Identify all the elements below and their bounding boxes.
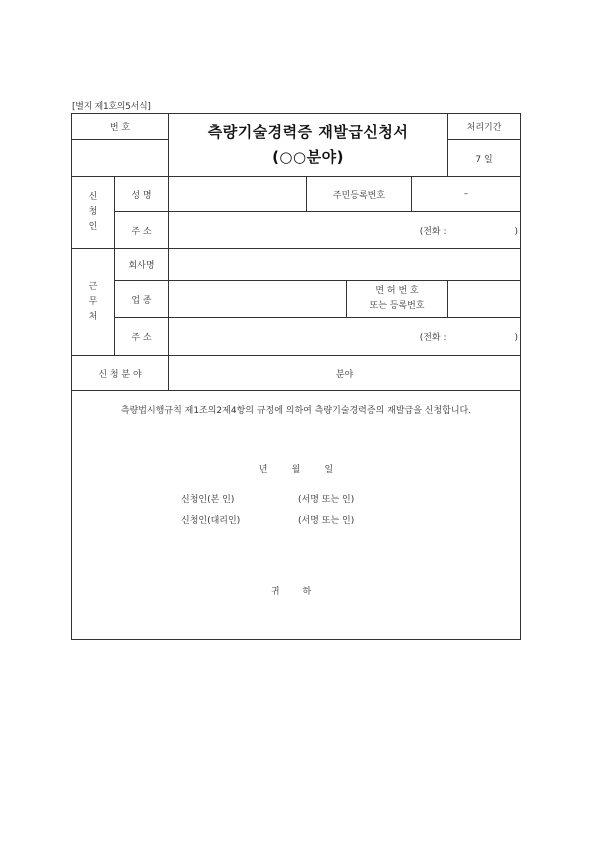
statement-section (72, 391, 521, 640)
day-label: 일 (324, 465, 334, 475)
resident-number-separator: – (463, 189, 469, 199)
resident-number-label: 주민등록번호 (307, 177, 412, 212)
applicant-address-label: 주 소 (115, 212, 169, 249)
processing-period-value: 7 일 (448, 140, 521, 177)
applicant-address-field[interactable] (169, 212, 521, 249)
workplace-phone-close: ) (514, 333, 519, 343)
license-number-label: 면 허 번 호 또는 등록번호 (347, 281, 448, 318)
recipient-line: 귀 하 (270, 587, 322, 597)
title-line-1: 측량기술경력증 재발급신청서 (207, 123, 409, 141)
license-number-field[interactable] (448, 281, 521, 318)
month-label: 월 (291, 465, 301, 475)
number-field[interactable] (72, 140, 169, 177)
business-type-label: 업 종 (115, 281, 169, 318)
workplace-address-field[interactable] (169, 318, 521, 356)
signature-row-self[interactable] (181, 490, 411, 511)
applicant-self-label: 신청인(본 인) (181, 495, 235, 505)
resident-number-field[interactable] (412, 177, 521, 212)
company-name-field[interactable] (169, 249, 521, 281)
applicant-phone-close: ) (514, 226, 519, 237)
applicant-name-field[interactable] (169, 177, 307, 212)
workplace-phone-open: (전화 : (419, 333, 447, 343)
applicant-section-label: 신 청 인 (72, 177, 115, 249)
statement-text: 측량법시행규칙 제1조의2제4항의 규정에 의하여 측량기술경력증의 재발급을 신청합니다. (120, 406, 472, 416)
workplace-address-label: 주 소 (115, 318, 169, 356)
signature-mark-agent: (서명 또는 인) (298, 516, 355, 526)
application-form (71, 113, 521, 640)
company-name-label: 회사명 (115, 249, 169, 281)
business-type-field[interactable] (169, 281, 347, 318)
applicant-agent-label: 신청인(대리인) (181, 516, 241, 526)
signature-block (181, 490, 411, 532)
title-line-2: (○○분야) (272, 148, 344, 166)
form-number-tag: [별지 제1호의5서식] (72, 102, 151, 112)
number-label: 번 호 (72, 114, 169, 140)
workplace-section-label: 근 무 처 (72, 249, 115, 356)
signature-mark-self: (서명 또는 인) (298, 495, 355, 505)
year-label: 년 (258, 465, 268, 475)
signature-row-agent[interactable] (181, 511, 411, 532)
applicant-name-label: 성 명 (115, 177, 169, 212)
applicant-phone-open: (전화 : (419, 226, 447, 237)
form-title (169, 114, 448, 177)
application-field-label: 신 청 분 야 (72, 356, 169, 391)
processing-period-label: 처리기간 (448, 114, 521, 140)
date-line (72, 462, 520, 475)
application-field-value[interactable]: 분야 (169, 356, 521, 391)
